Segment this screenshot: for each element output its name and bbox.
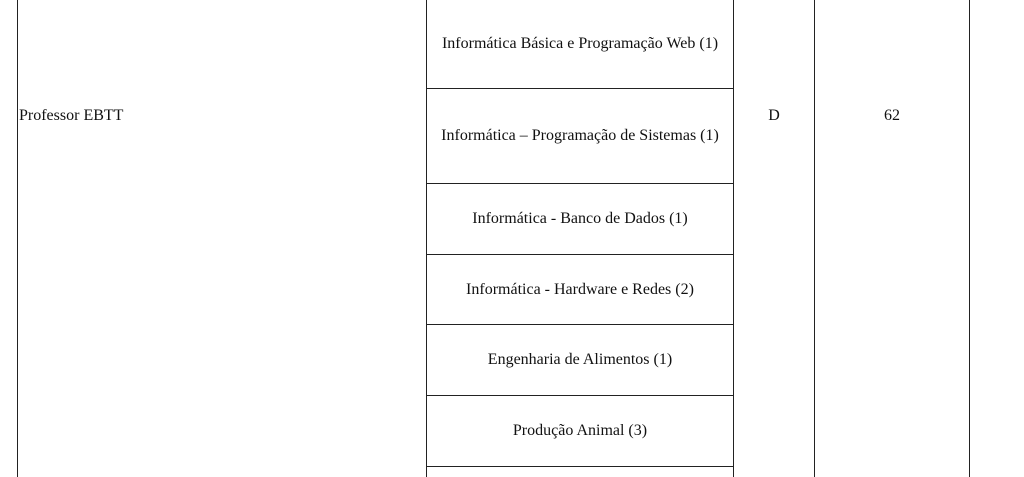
table-border-classe-right [814,0,815,477]
area-cell: Informática Básica e Programação Web (1) [441,35,719,52]
area-cell: Informática - Banco de Dados (1) [472,210,688,227]
cargo-cell: Professor EBTT [19,107,124,124]
area-cell: Informática - Hardware e Redes (2) [466,280,694,298]
table-border-vagas-right [969,0,970,477]
area-cell: Informática – Programação de Sistemas (1) [441,127,719,144]
table-border-left [17,0,18,477]
vagas-cell: 62 [884,107,900,124]
area-cell: Engenharia de Alimentos (1) [487,351,673,368]
table-border-area-right [733,0,734,477]
area-cell: Produção Animal (3) [512,422,648,439]
classe-cell: D [768,107,780,124]
area-cell [427,467,733,477]
